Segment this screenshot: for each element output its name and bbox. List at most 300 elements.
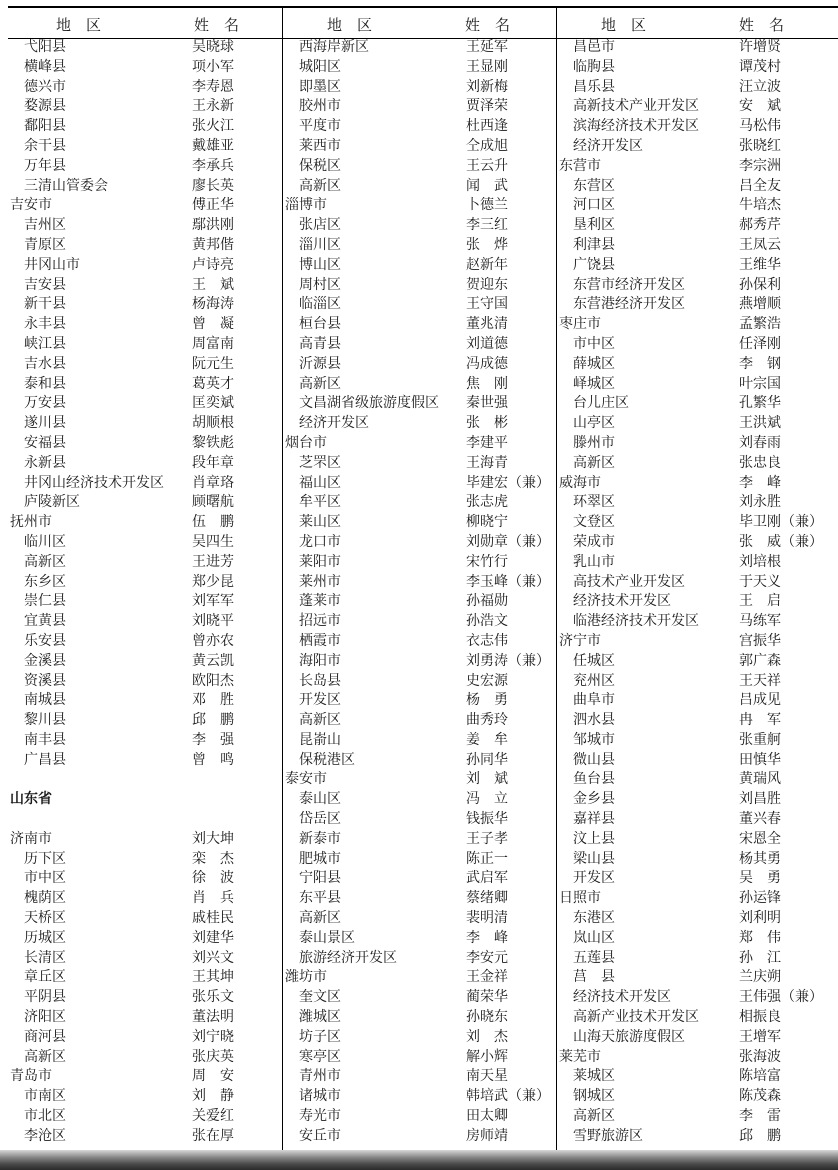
table-row [285, 315, 555, 335]
district-name: 三清山管委会 [24, 177, 108, 194]
table-row [285, 652, 555, 672]
person-name: 欧阳杰 [192, 672, 234, 689]
district-name: 梁山县 [573, 850, 615, 867]
person-name: 刘 杰 [466, 1028, 508, 1045]
table-row [10, 988, 280, 1008]
table-row [10, 58, 280, 78]
district-name: 台儿庄区 [573, 395, 629, 412]
person-name: 钱振华 [466, 811, 508, 828]
person-name: 徐 波 [192, 870, 234, 887]
person-name: 王天祥 [739, 672, 781, 689]
table-row [559, 949, 835, 969]
district-name: 五莲县 [573, 949, 615, 966]
table-row [559, 513, 835, 533]
person-name: 曾亦农 [192, 632, 234, 649]
table-row [559, 573, 835, 593]
person-name: 吴四生 [192, 533, 234, 550]
person-name: 曲秀玲 [466, 712, 508, 729]
person-name: 李 雷 [739, 1108, 781, 1125]
table-row [10, 513, 280, 533]
person-name: 谭茂村 [739, 58, 781, 75]
person-name: 裴明清 [466, 910, 508, 927]
person-name: 冉 军 [739, 712, 781, 729]
district-name: 嘉祥县 [573, 811, 615, 828]
table-row [285, 157, 555, 177]
person-name: 刘 斌 [466, 771, 508, 788]
district-name: 平阴县 [24, 989, 66, 1006]
table-row [285, 38, 555, 58]
table-row [10, 691, 280, 711]
person-name: 肖章珞 [192, 474, 234, 491]
person-name: 董兴春 [739, 811, 781, 828]
person-name: 王云升 [466, 157, 508, 174]
table-row [10, 434, 280, 454]
district-name: 昌乐县 [573, 78, 615, 95]
person-name: 焦 刚 [466, 375, 508, 392]
table-row [10, 573, 280, 593]
person-name: 董法明 [192, 1009, 234, 1026]
district-name: 昆嵛山 [299, 731, 341, 748]
district-name: 招远市 [299, 613, 341, 630]
person-name: 杨海涛 [192, 296, 234, 313]
person-name: 张乐文 [192, 989, 234, 1006]
person-name: 杜西逢 [466, 118, 508, 135]
table-row [285, 58, 555, 78]
person-name: 史宏源 [466, 672, 508, 689]
person-name: 栾 杰 [192, 850, 234, 867]
person-name: 兰庆朔 [739, 969, 781, 986]
district-name: 市南区 [24, 1088, 66, 1105]
table-row [285, 553, 555, 573]
table-row [559, 216, 835, 236]
table-row [10, 196, 280, 216]
person-name: 傅正华 [192, 197, 234, 214]
table-row [285, 1048, 555, 1068]
district-name: 资溪县 [24, 672, 66, 689]
table-row [10, 632, 280, 652]
district-name: 莱州市 [299, 573, 341, 590]
table-row [10, 731, 280, 751]
table-row [559, 375, 835, 395]
table-row [285, 592, 555, 612]
spacer-row [10, 770, 280, 790]
table-row [10, 830, 280, 850]
table-row [559, 652, 835, 672]
table-row [285, 889, 555, 909]
table-row [285, 256, 555, 276]
person-name: 毕建宏（兼） [466, 474, 550, 491]
district-name: 金溪县 [24, 652, 66, 669]
table-row [559, 612, 835, 632]
city-name: 济南市 [10, 830, 52, 847]
table-row [285, 474, 555, 494]
district-name: 永丰县 [24, 316, 66, 333]
district-name: 槐荫区 [24, 890, 66, 907]
person-name: 贺迎东 [466, 276, 508, 293]
district-name: 崇仁县 [24, 593, 66, 610]
person-name: 牛培杰 [739, 197, 781, 214]
person-name: 刘勋章（兼） [466, 533, 550, 550]
person-name: 王洪斌 [739, 415, 781, 432]
table-row [10, 236, 280, 256]
person-name: 孙同华 [466, 751, 508, 768]
district-name: 文登区 [573, 514, 615, 531]
city-name: 莱芜市 [559, 1048, 601, 1065]
table-row [559, 97, 835, 117]
person-name: 许增贤 [739, 39, 781, 55]
table-row [559, 474, 835, 494]
person-name: 王延军 [466, 39, 508, 55]
district-name: 莱城区 [573, 1068, 615, 1085]
person-name: 孔繁华 [739, 395, 781, 412]
table-row [559, 315, 835, 335]
person-name: 王永新 [192, 98, 234, 115]
district-name: 蓬莱市 [299, 593, 341, 610]
district-name: 市中区 [573, 335, 615, 352]
district-name: 万年县 [24, 157, 66, 174]
table-row [10, 850, 280, 870]
district-name: 商河县 [24, 1028, 66, 1045]
table-row [10, 711, 280, 731]
district-name: 莒 县 [573, 969, 615, 986]
person-name: 刘道德 [466, 335, 508, 352]
person-name: 杨其勇 [739, 850, 781, 867]
person-name: 吴 勇 [739, 870, 781, 887]
district-name: 旅游经济开发区 [299, 949, 397, 966]
district-name: 井冈山市 [24, 256, 80, 273]
table-row [10, 612, 280, 632]
person-name: 黄云凯 [192, 652, 234, 669]
district-name: 河口区 [573, 197, 615, 214]
table-row [285, 295, 555, 315]
district-name: 遂川县 [24, 415, 66, 432]
person-name: 董兆清 [466, 316, 508, 333]
district-name: 任城区 [573, 652, 615, 669]
person-name: 伍 鹏 [192, 514, 234, 531]
district-name: 荣成市 [573, 533, 615, 550]
district-name: 山亭区 [573, 415, 615, 432]
district-name: 保税港区 [299, 751, 355, 768]
person-name: 曾 凝 [192, 316, 234, 333]
city-name: 枣庄市 [559, 316, 601, 333]
district-name: 金乡县 [573, 791, 615, 808]
district-name: 曲阜市 [573, 692, 615, 709]
district-name: 东港区 [573, 910, 615, 927]
person-name: 闻 武 [466, 177, 508, 194]
person-name: 王 启 [739, 593, 781, 610]
table-row [10, 117, 280, 137]
table-row [285, 513, 555, 533]
district-name: 龙口市 [299, 533, 341, 550]
person-name: 葛英才 [192, 375, 234, 392]
table-row [559, 968, 835, 988]
person-name: 黎铁彪 [192, 434, 234, 451]
district-name: 广昌县 [24, 751, 66, 768]
district-name: 泰山区 [299, 791, 341, 808]
person-name: 周 安 [192, 1068, 234, 1085]
table-row [285, 454, 555, 474]
table-row [285, 810, 555, 830]
table-row [559, 889, 835, 909]
table-row [10, 592, 280, 612]
district-name: 市中区 [24, 870, 66, 887]
table-row [559, 672, 835, 692]
table-row [285, 770, 555, 790]
person-name: 孙浩文 [466, 613, 508, 630]
person-name: 邱 鹏 [192, 712, 234, 729]
person-name: 王海青 [466, 454, 508, 471]
table-row [285, 394, 555, 414]
table-row [10, 889, 280, 909]
province-name: 山东省 [10, 791, 52, 808]
table-row [10, 553, 280, 573]
table-row [10, 335, 280, 355]
table-row [10, 909, 280, 929]
table-row [10, 1048, 280, 1068]
person-name: 郑少昆 [192, 573, 234, 590]
person-name: 张在厚 [192, 1127, 234, 1144]
table-column-1 [10, 0, 280, 1150]
district-name: 平度市 [299, 118, 341, 135]
person-name: 顾曙航 [192, 494, 234, 511]
district-name: 开发区 [299, 692, 341, 709]
person-name: 张晓红 [739, 137, 781, 154]
person-name: 刘春雨 [739, 434, 781, 451]
district-name: 薛城区 [573, 355, 615, 372]
table-row [559, 1087, 835, 1107]
table-row [10, 869, 280, 889]
district-name: 高新区 [299, 712, 341, 729]
table-row [10, 929, 280, 949]
city-name: 日照市 [559, 890, 601, 907]
person-name: 张 彬 [466, 415, 508, 432]
table-row [559, 454, 835, 474]
table-row [285, 335, 555, 355]
district-name: 周村区 [299, 276, 341, 293]
city-name: 青岛市 [10, 1068, 52, 1085]
table-row [285, 276, 555, 296]
table-row [285, 949, 555, 969]
district-name: 淄川区 [299, 236, 341, 253]
district-name: 宜黄县 [24, 613, 66, 630]
table-row [285, 968, 555, 988]
district-name: 广饶县 [573, 256, 615, 273]
person-name: 李玉峰（兼） [466, 573, 550, 590]
table-row [559, 751, 835, 771]
table-row [10, 295, 280, 315]
table-row [559, 434, 835, 454]
district-name: 桓台县 [299, 316, 341, 333]
table-row [10, 394, 280, 414]
district-name: 潍城区 [299, 1009, 341, 1026]
person-name: 王进芳 [192, 553, 234, 570]
table-row [285, 632, 555, 652]
district-name: 文昌湖省级旅游度假区 [299, 395, 439, 412]
header-name-label: 姓 名 [194, 16, 240, 34]
table-row [10, 652, 280, 672]
city-name: 泰安市 [285, 771, 327, 788]
person-name: 吕成见 [739, 692, 781, 709]
person-name: 李安元 [466, 949, 508, 966]
table-row [559, 810, 835, 830]
person-name: 南天星 [466, 1068, 508, 1085]
person-name: 张火江 [192, 118, 234, 135]
district-name: 天桥区 [24, 910, 66, 927]
table-row [559, 256, 835, 276]
table-row [10, 355, 280, 375]
district-name: 永新县 [24, 454, 66, 471]
table-row [285, 236, 555, 256]
header-name-label: 姓 名 [739, 16, 785, 34]
district-name: 临港经济技术开发区 [573, 613, 699, 630]
person-name: 刘建华 [192, 929, 234, 946]
person-name: 张志虎 [466, 494, 508, 511]
district-name: 李沧区 [24, 1127, 66, 1144]
person-name: 解小辉 [466, 1048, 508, 1065]
person-name: 胡顺根 [192, 415, 234, 432]
table-row [10, 533, 280, 553]
table-row [559, 157, 835, 177]
table-row [285, 493, 555, 513]
district-name: 南城县 [24, 692, 66, 709]
person-name: 王金祥 [466, 969, 508, 986]
person-name: 鄢洪刚 [192, 217, 234, 234]
person-name: 戴雄亚 [192, 137, 234, 154]
table-row [285, 375, 555, 395]
district-name: 乐安县 [24, 632, 66, 649]
table-row [559, 1028, 835, 1048]
header-region-label: 地 区 [327, 16, 373, 34]
column-divider-1 [282, 6, 283, 1156]
district-name: 新泰市 [299, 830, 341, 847]
district-name: 牟平区 [299, 494, 341, 511]
district-name: 高青县 [299, 335, 341, 352]
district-name: 高新产业技术开发区 [573, 1009, 699, 1026]
person-name: 李建平 [466, 434, 508, 451]
person-name: 刘勇涛（兼） [466, 652, 550, 669]
person-name: 段年章 [192, 454, 234, 471]
table-row [285, 137, 555, 157]
person-name: 于天义 [739, 573, 781, 590]
person-name: 杨 勇 [466, 692, 508, 709]
district-name: 安福县 [24, 434, 66, 451]
table-row [285, 414, 555, 434]
table-row [10, 493, 280, 513]
person-name: 陈茂森 [739, 1088, 781, 1105]
table-column-3 [559, 0, 835, 1150]
person-name: 任泽刚 [739, 335, 781, 352]
table-row [285, 790, 555, 810]
person-name: 孙保利 [739, 276, 781, 293]
district-name: 经济开发区 [573, 137, 643, 154]
district-name: 吉州区 [24, 217, 66, 234]
person-name: 王显刚 [466, 58, 508, 75]
table-row [285, 830, 555, 850]
district-name: 岚山区 [573, 929, 615, 946]
table-body [285, 38, 555, 1147]
table-row [559, 711, 835, 731]
district-name: 山海天旅游度假区 [573, 1028, 685, 1045]
person-name: 刘军军 [192, 593, 234, 610]
table-row [10, 949, 280, 969]
district-name: 余干县 [24, 137, 66, 154]
table-row [559, 236, 835, 256]
table-row [285, 1127, 555, 1147]
district-name: 经济技术开发区 [573, 593, 671, 610]
district-name: 泗水县 [573, 712, 615, 729]
person-name: 刘新梅 [466, 78, 508, 95]
person-name: 冯 立 [466, 791, 508, 808]
table-row [10, 157, 280, 177]
table-row [285, 869, 555, 889]
person-name: 邓 胜 [192, 692, 234, 709]
spacer-row [10, 810, 280, 830]
person-name: 武启军 [466, 870, 508, 887]
district-name: 滕州市 [573, 434, 615, 451]
table-row [559, 909, 835, 929]
table-row [285, 533, 555, 553]
district-name: 东营港经济开发区 [573, 296, 685, 313]
district-name: 长岛县 [299, 672, 341, 689]
person-name: 王其坤 [192, 969, 234, 986]
table-row [10, 38, 280, 58]
table-row [559, 276, 835, 296]
person-name: 吕全友 [739, 177, 781, 194]
table-row [559, 117, 835, 137]
person-name: 刘晓平 [192, 613, 234, 630]
person-name: 燕增顺 [739, 296, 781, 313]
person-name: 孙运锋 [739, 890, 781, 907]
district-name: 保税区 [299, 157, 341, 174]
person-name: 张重舸 [739, 731, 781, 748]
person-name: 宋恩全 [739, 830, 781, 847]
person-name: 仝成旭 [466, 137, 508, 154]
table-row [559, 830, 835, 850]
district-name: 高新区 [573, 454, 615, 471]
district-name: 鱼台县 [573, 771, 615, 788]
table-row [559, 177, 835, 197]
district-name: 沂源县 [299, 355, 341, 372]
district-name: 青原区 [24, 236, 66, 253]
person-name: 刘 静 [192, 1088, 234, 1105]
district-name: 黎川县 [24, 712, 66, 729]
district-name: 兖州区 [573, 672, 615, 689]
person-name: 李承兵 [192, 157, 234, 174]
table-row [285, 711, 555, 731]
district-name: 章丘区 [24, 969, 66, 986]
table-row [559, 335, 835, 355]
table-row [10, 315, 280, 335]
district-name: 鄱阳县 [24, 118, 66, 135]
district-name: 肥城市 [299, 850, 341, 867]
table-row [559, 58, 835, 78]
table-row [10, 276, 280, 296]
person-name: 蔺荣华 [466, 989, 508, 1006]
person-name: 邱 鹏 [739, 1127, 781, 1144]
person-name: 吴晓球 [192, 39, 234, 55]
person-name: 刘大坤 [192, 830, 234, 847]
district-name: 南丰县 [24, 731, 66, 748]
table-row [285, 691, 555, 711]
table-row [10, 751, 280, 771]
district-name: 莱阳市 [299, 553, 341, 570]
person-name: 姜 牟 [466, 731, 508, 748]
table-row [285, 117, 555, 137]
district-name: 寒亭区 [299, 1048, 341, 1065]
person-name: 刘利明 [739, 910, 781, 927]
district-name: 莱西市 [299, 137, 341, 154]
table-row [285, 731, 555, 751]
